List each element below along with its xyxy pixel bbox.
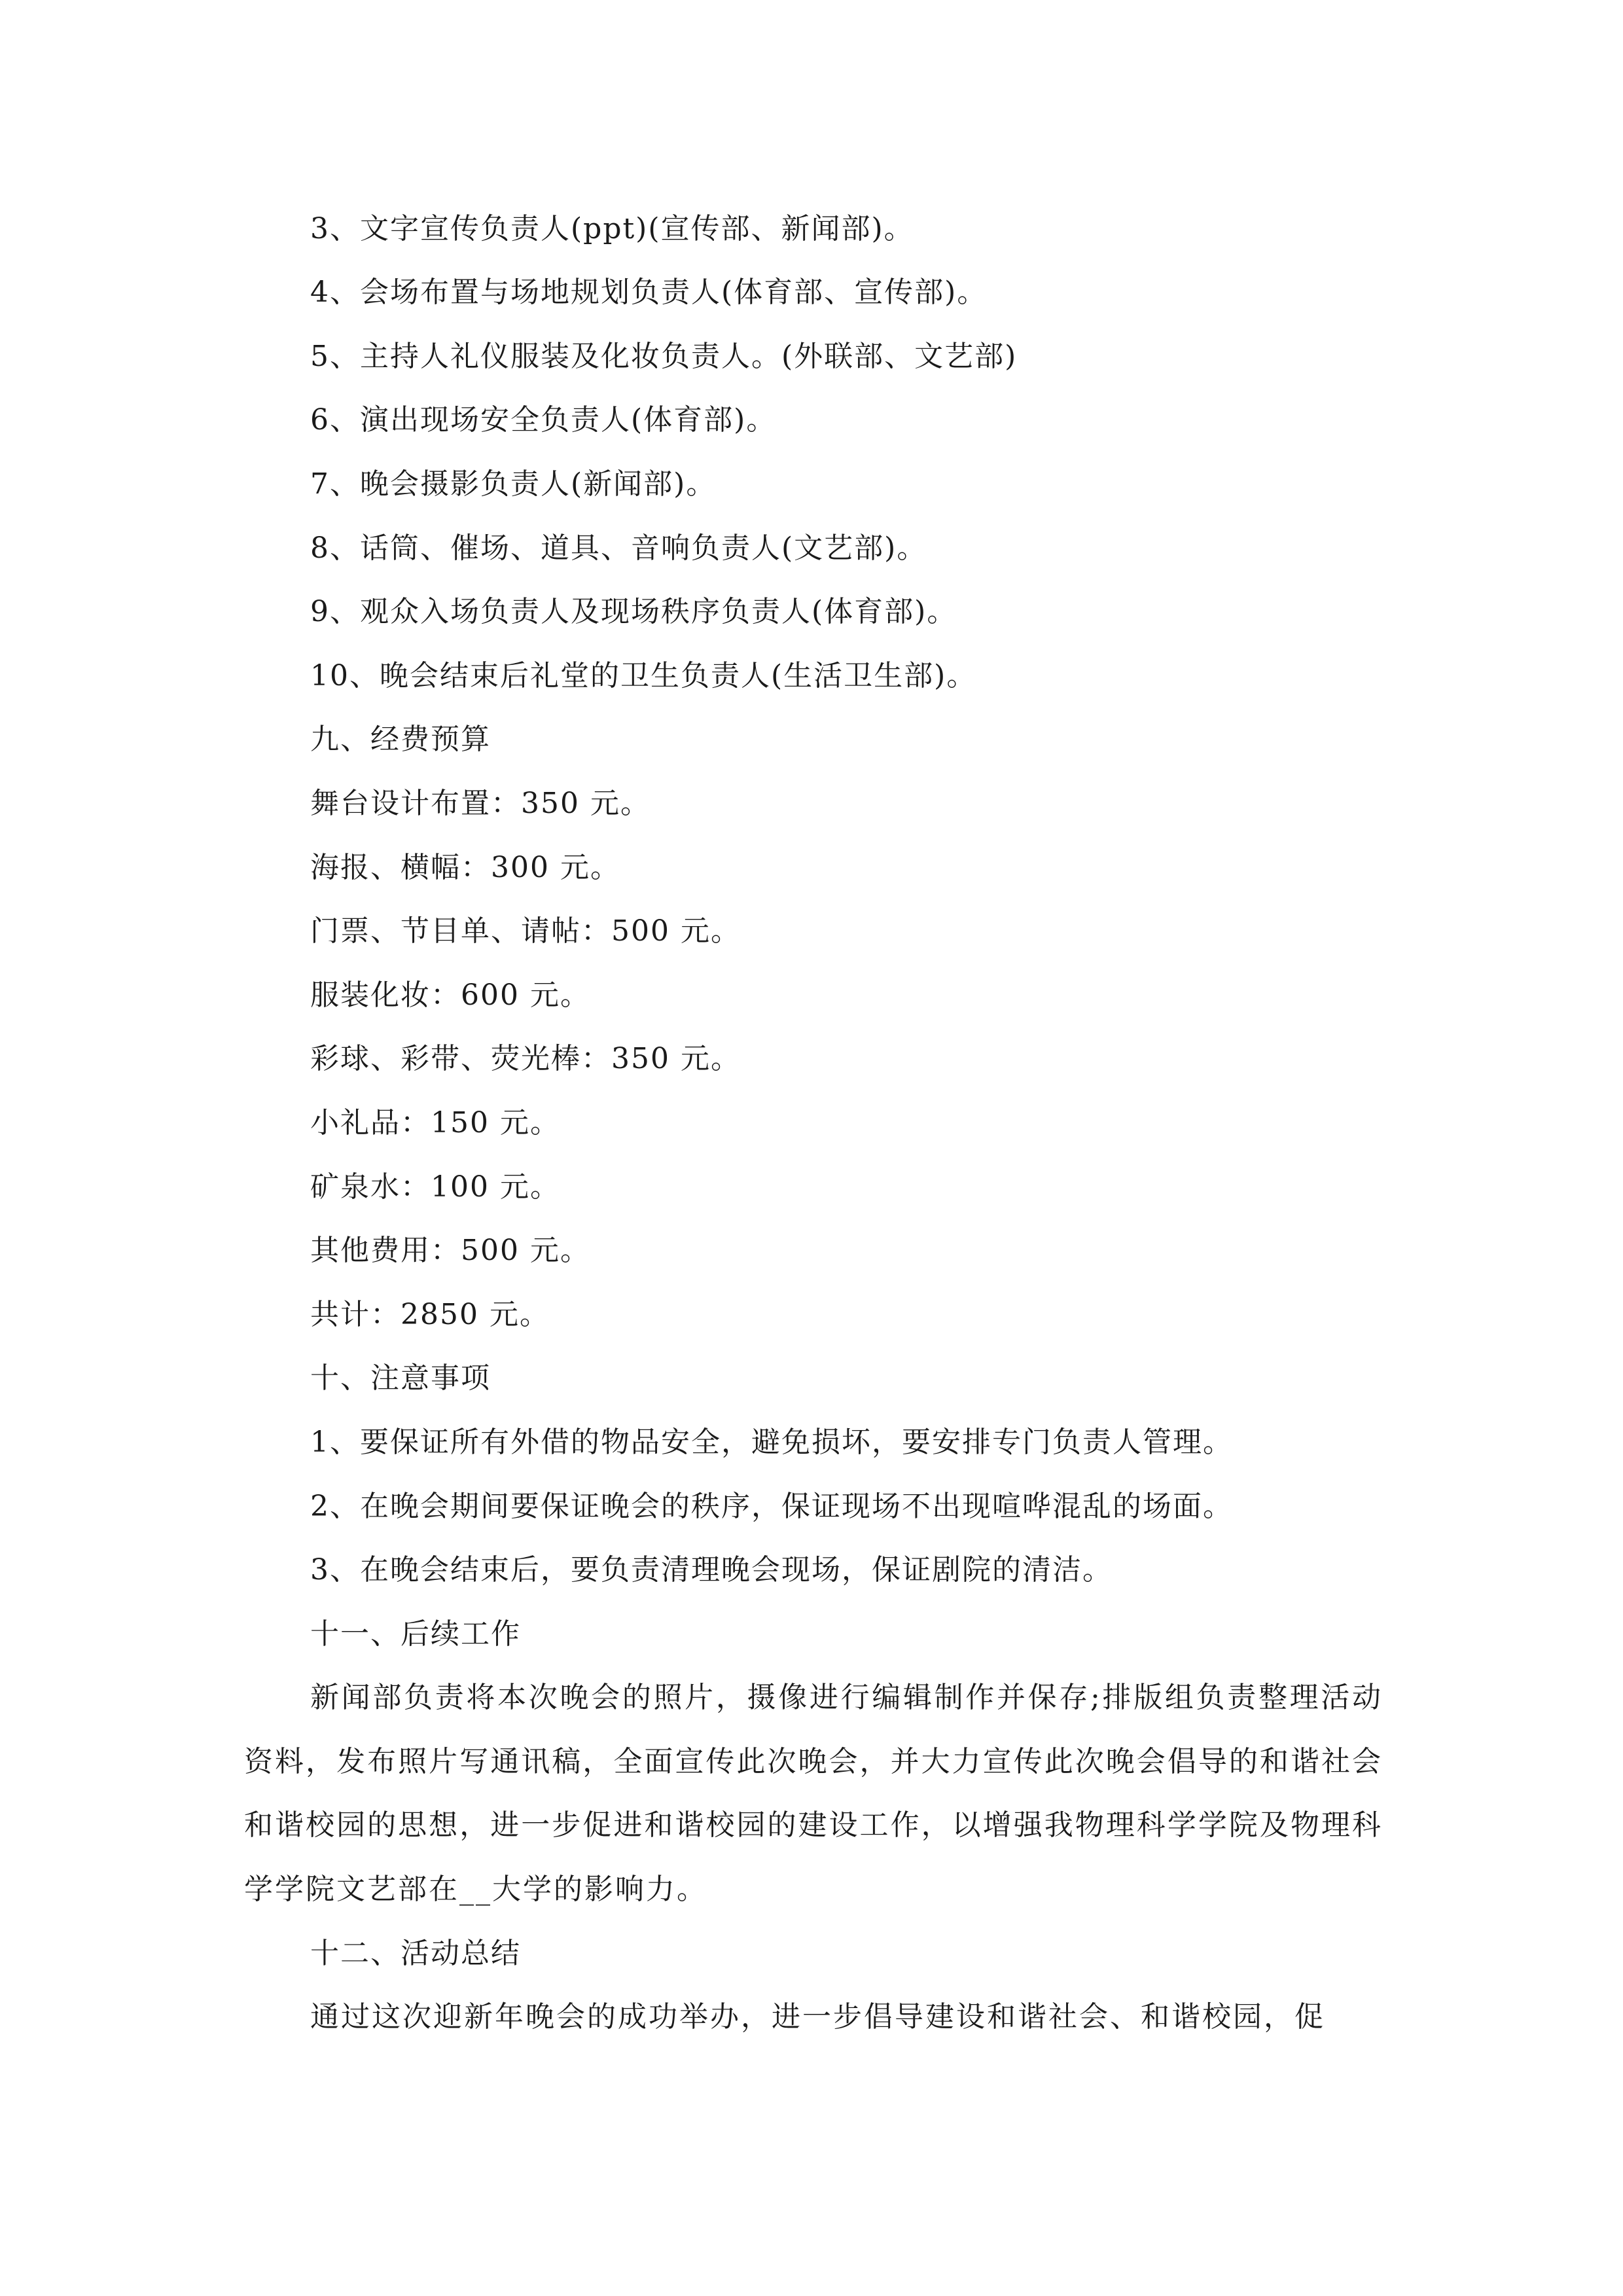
budget-item: 舞台设计布置：350 元。 [310,787,651,820]
budget-item: 其他费用：500 元。 [310,1234,590,1267]
budget-item: 服装化妆：600 元。 [310,978,590,1012]
text-line: 2、在晚会期间要保证晚会的秩序，保证现场不出现喧哗混乱的场面。 [310,1490,1233,1523]
text-line: 6、演出现场安全负责人(体育部)。 [310,403,777,437]
budget-item: 门票、节目单、请帖：500 元。 [310,914,741,948]
section-heading: 十一、后续工作 [310,1617,521,1651]
budget-item: 矿泉水：100 元。 [310,1170,560,1204]
section-heading: 十二、活动总结 [310,1937,521,1970]
text-line: 3、文字宣传负责人(ppt)(宣传部、新闻部)。 [310,212,914,245]
section-heading: 九、经费预算 [310,723,491,756]
section-heading: 十、注意事项 [310,1361,491,1395]
text-line: 10、晚会结束后礼堂的卫生负责人(生活卫生部)。 [310,659,977,692]
budget-item: 彩球、彩带、荧光棒：350 元。 [310,1042,741,1075]
budget-item: 海报、横幅：300 元。 [310,851,620,884]
text-line: 8、话筒、催场、道具、音响负责人(文艺部)。 [310,531,927,565]
text-line: 9、观众入场负责人及现场秩序负责人(体育部)。 [310,595,957,628]
text-line: 3、在晚会结束后，要负责清理晚会现场，保证剧院的清洁。 [310,1553,1113,1587]
paragraph-summary: 通过这次迎新年晚会的成功举办，进一步倡导建设和谐社会、和谐校园，促 [310,2000,1325,2034]
budget-item: 小礼品：150 元。 [310,1106,560,1139]
text-line: 5、主持人礼仪服装及化妆负责人。(外联部、文艺部) [310,340,1018,373]
text-line: 1、要保证所有外借的物品安全，避免损坏，要安排专门负责人管理。 [310,1426,1233,1459]
text-line: 7、晚会摄影负责人(新闻部)。 [310,467,717,501]
paragraph-follow-up: 新闻部负责将本次晚会的照片，摄像进行编辑制作并保存;排版组负责整理活动资料，发布照片写通讯稿，全面宣传此次晚会，并大力宣传此次晚会倡导的和谐社会和谐校园的思想，进一步促进和谐校园的建设工作，以增强我物理科学学院及物理科学学院文艺部在__大学的影响力。 [244,1681,1383,1906]
text-line: 4、会场布置与场地规划负责人(体育部、宣传部)。 [310,276,988,309]
budget-total: 共计：2850 元。 [310,1298,550,1331]
